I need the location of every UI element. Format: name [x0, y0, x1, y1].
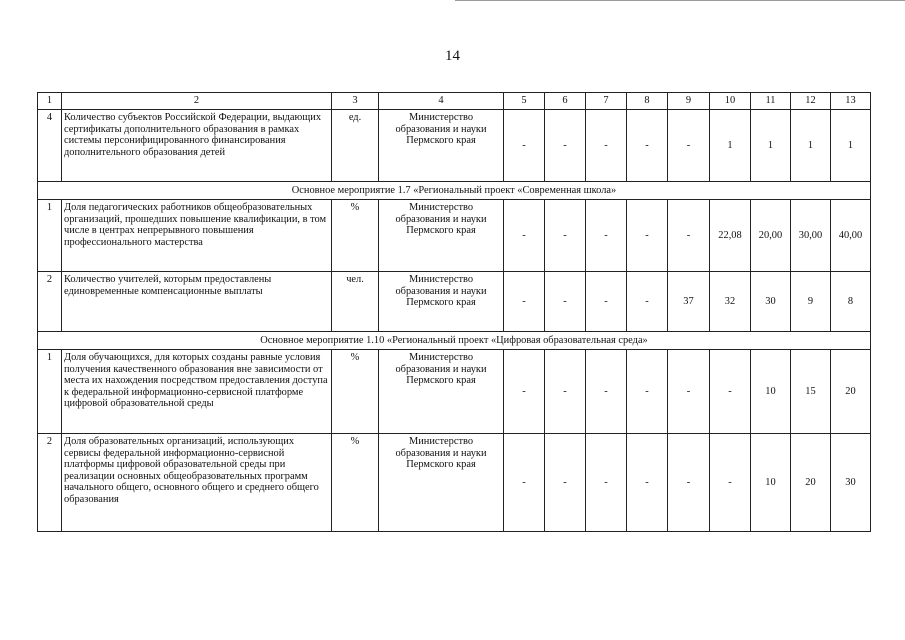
column-header: 7 — [586, 93, 627, 110]
column-header: 4 — [379, 93, 504, 110]
table-row — [38, 200, 871, 272]
column-header: 9 — [668, 93, 710, 110]
column-header: 10 — [710, 93, 751, 110]
responsible-cell: Министерство образования и науки Пермского края — [379, 200, 504, 272]
responsible-cell: Министерство образования и науки Пермского края — [379, 110, 504, 182]
indicators-table — [37, 92, 871, 532]
value-cell: 30,00 — [791, 200, 831, 272]
value-cell: - — [627, 350, 668, 434]
value-cell: 9 — [791, 272, 831, 332]
value-cell: - — [586, 110, 627, 182]
unit-cell: ед. — [332, 110, 379, 182]
column-header: 6 — [545, 93, 586, 110]
column-header: 12 — [791, 93, 831, 110]
unit-cell: % — [332, 200, 379, 272]
value-cell: - — [668, 200, 710, 272]
value-cell: 20,00 — [751, 200, 791, 272]
value-cell: 37 — [668, 272, 710, 332]
value-cell: - — [545, 200, 586, 272]
value-cell: - — [545, 350, 586, 434]
value-cell: 22,08 — [710, 200, 751, 272]
row-number: 1 — [38, 350, 62, 434]
column-header: 2 — [62, 93, 332, 110]
column-header: 5 — [504, 93, 545, 110]
value-cell: - — [545, 272, 586, 332]
value-cell: 10 — [751, 350, 791, 434]
value-cell: - — [586, 200, 627, 272]
value-cell: 1 — [831, 110, 871, 182]
value-cell: - — [504, 434, 545, 532]
section-title: Основное мероприятие 1.7 «Региональный проект «Современная школа» — [38, 182, 871, 200]
value-cell: 8 — [831, 272, 871, 332]
section-row — [38, 182, 871, 200]
indicator-name: Доля образовательных организаций, использующих сервисы федеральной информационно-сервисной платформы цифровой образовательной среды при реализации основных общеобразовательных программ начального общего, основного общего и среднего общего образования — [62, 434, 332, 532]
value-cell: - — [627, 272, 668, 332]
value-cell: - — [668, 350, 710, 434]
responsible-cell: Министерство образования и науки Пермского края — [379, 272, 504, 332]
table-header-row — [38, 93, 871, 110]
section-row — [38, 332, 871, 350]
value-cell: - — [545, 110, 586, 182]
row-number: 2 — [38, 434, 62, 532]
value-cell: 30 — [831, 434, 871, 532]
unit-cell: % — [332, 434, 379, 532]
value-cell: 20 — [831, 350, 871, 434]
indicator-name: Количество субъектов Российской Федерации, выдающих сертификаты дополнительного образования в рамках системы персонифицированного финансирования дополнительного образования детей — [62, 110, 332, 182]
indicator-name: Доля педагогических работников общеобразовательных организаций, прошедших повышение квалификации, в том числе в центрах непрерывного повышения профессионального мастерства — [62, 200, 332, 272]
indicator-name: Доля обучающихся, для которых созданы равные условия получения качественного образования вне зависимости от места их нахождения посредством предоставления доступа к федеральной информационно-сервисной платформе цифровой образовательной среды — [62, 350, 332, 434]
row-number: 2 — [38, 272, 62, 332]
row-number: 1 — [38, 200, 62, 272]
page-number: 14 — [445, 48, 460, 64]
value-cell: - — [668, 434, 710, 532]
value-cell: 15 — [791, 350, 831, 434]
column-header: 13 — [831, 93, 871, 110]
section-title: Основное мероприятие 1.10 «Региональный проект «Цифровая образовательная среда» — [38, 332, 871, 350]
indicator-name: Количество учителей, которым предоставлены единовременные компенсационные выплаты — [62, 272, 332, 332]
value-cell: - — [710, 434, 751, 532]
column-header: 11 — [751, 93, 791, 110]
value-cell: - — [668, 110, 710, 182]
value-cell: - — [504, 200, 545, 272]
row-number: 4 — [38, 110, 62, 182]
value-cell: 32 — [710, 272, 751, 332]
scan-top-edge-line — [455, 0, 905, 1]
value-cell: 1 — [791, 110, 831, 182]
value-cell: - — [627, 200, 668, 272]
responsible-cell: Министерство образования и науки Пермского края — [379, 350, 504, 434]
value-cell: - — [627, 110, 668, 182]
column-header: 8 — [627, 93, 668, 110]
responsible-cell: Министерство образования и науки Пермского края — [379, 434, 504, 532]
value-cell: 10 — [751, 434, 791, 532]
table-row — [38, 434, 871, 532]
value-cell: - — [504, 350, 545, 434]
value-cell: 40,00 — [831, 200, 871, 272]
value-cell: 30 — [751, 272, 791, 332]
value-cell: - — [586, 350, 627, 434]
value-cell: - — [710, 350, 751, 434]
value-cell: - — [504, 110, 545, 182]
table-row — [38, 110, 871, 182]
value-cell: 20 — [791, 434, 831, 532]
column-header: 3 — [332, 93, 379, 110]
unit-cell: % — [332, 350, 379, 434]
value-cell: - — [627, 434, 668, 532]
value-cell: - — [545, 434, 586, 532]
table-row — [38, 350, 871, 434]
table-row — [38, 272, 871, 332]
value-cell: - — [586, 434, 627, 532]
column-header: 1 — [38, 93, 62, 110]
value-cell: 1 — [710, 110, 751, 182]
unit-cell: чел. — [332, 272, 379, 332]
value-cell: - — [586, 272, 627, 332]
value-cell: 1 — [751, 110, 791, 182]
value-cell: - — [504, 272, 545, 332]
